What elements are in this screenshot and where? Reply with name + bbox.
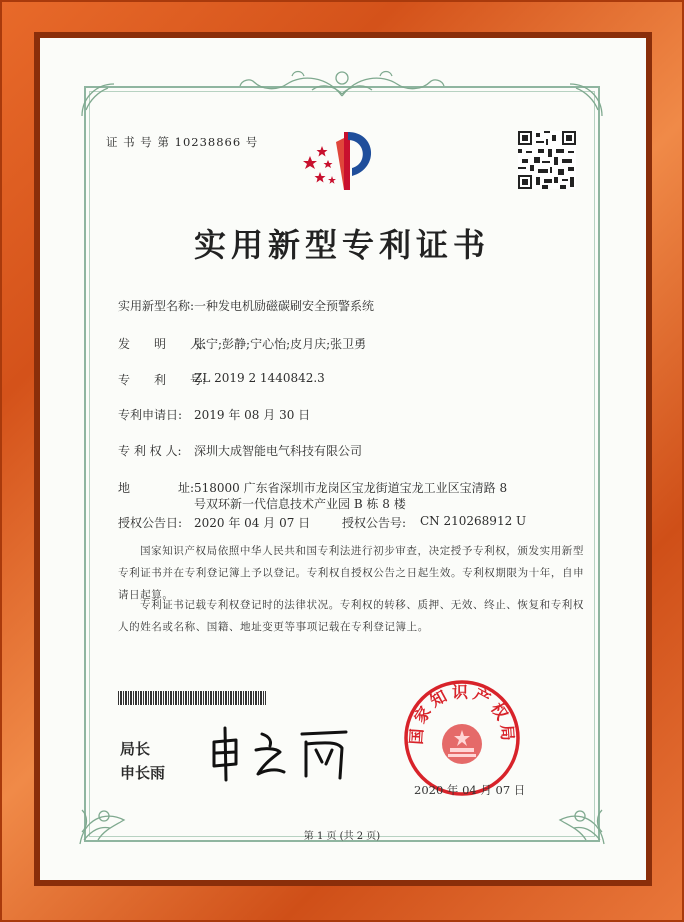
page-footer: 第 1 页 (共 2 页) xyxy=(303,831,381,842)
seal-date: 2020 年 04 月 07 日 xyxy=(414,783,526,797)
grant-date-label: 授权公告日: xyxy=(118,516,183,530)
corner-ornament-top-right xyxy=(566,80,606,120)
director-name: 申长雨 xyxy=(120,764,166,782)
field-address xyxy=(0,479,684,519)
field-patent-number xyxy=(0,371,684,387)
corner-ornament-top-left xyxy=(78,80,118,120)
address-line-1: 518000 广东省深圳市龙岗区宝龙街道宝龙工业区宝清路 8 xyxy=(194,481,508,495)
field-grant xyxy=(0,514,684,530)
field-utility-name xyxy=(0,297,684,313)
grant-date-value: 2020 年 04 月 07 日 xyxy=(194,516,311,530)
address-label: 地 址: xyxy=(118,481,195,495)
field-patentee xyxy=(0,442,684,458)
certificate-number: 证 书 号 第 10238866 号 xyxy=(106,135,259,149)
field-filing-date xyxy=(0,406,684,422)
svg-text:国家知识产权局: 国家知识产权局 xyxy=(406,682,518,746)
legal-paragraph-1: 国家知识产权局依照中华人民共和国专利法进行初步审查，决定授予专利权，颁发实用新型专利证书并在专利登记簿上予以登记。专利权自授权公告之日起生效。专利权期限为十年，自申请日起算。 xyxy=(118,545,585,601)
patent-number-value: ZL 2019 2 1440842.3 xyxy=(194,371,325,385)
patentee-value: 深圳大成智能电气科技有限公司 xyxy=(194,444,363,458)
official-seal xyxy=(402,678,522,798)
utility-name-value: 一种发电机励磁碳刷安全预警系统 xyxy=(194,299,375,313)
patent-number-label: 专 利 号: xyxy=(118,373,207,387)
legal-paragraph-2: 专利证书记载专利权登记时的法律状况。专利权的转移、质押、无效、终止、恢复和专利权人的姓名或名称、国籍、地址变更等事项记载在专利登记簿上。 xyxy=(118,599,584,633)
director-signature xyxy=(206,720,366,784)
field-inventor xyxy=(0,335,684,351)
barcode xyxy=(118,691,266,705)
filing-date-value: 2019 年 08 月 30 日 xyxy=(194,408,311,422)
patentee-label: 专 利 权 人: xyxy=(118,444,182,458)
grant-number-value: CN 210268912 U xyxy=(420,514,527,528)
qr-code-icon xyxy=(518,131,576,189)
grant-number-label: 授权公告号: xyxy=(342,516,407,530)
inventor-value: 张宁;彭静;宁心怡;皮月庆;张卫勇 xyxy=(194,337,367,351)
utility-name-label: 实用新型名称: xyxy=(118,299,195,313)
inventor-label: 发 明 人: xyxy=(118,337,207,351)
patent-logo-icon xyxy=(296,128,386,194)
director-title: 局长 xyxy=(120,740,151,758)
address-line-2: 号双环新一代信息技术产业园 B 栋 8 楼 xyxy=(194,497,406,511)
certificate-title: 实用新型专利证书 xyxy=(193,226,490,264)
filing-date-label: 专利申请日: xyxy=(118,408,183,422)
top-ornament xyxy=(232,66,452,100)
